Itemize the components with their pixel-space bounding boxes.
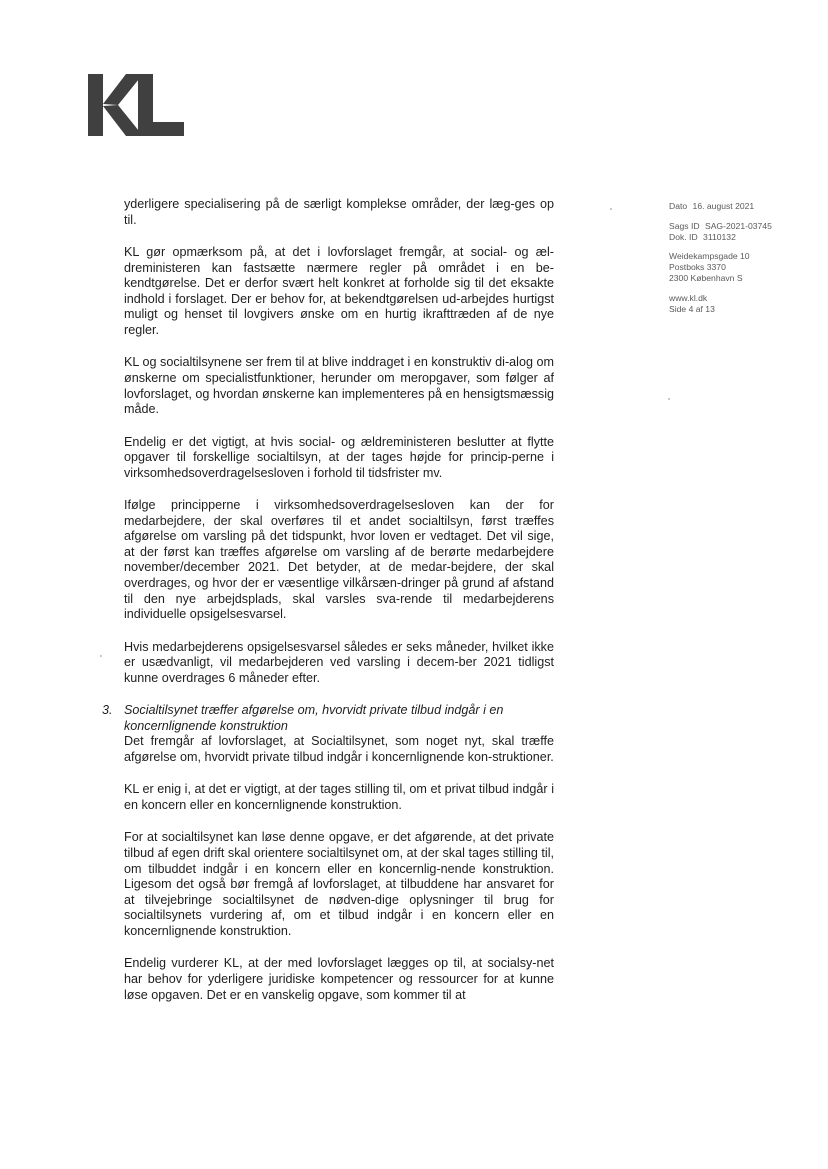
case-id-value: SAG-2021-03745: [704, 220, 772, 231]
section-heading: Socialtilsynet træffer afgørelse om, hvorvidt private tilbud indgår i en koncernlignende konstruktion: [124, 703, 504, 733]
scan-speck: [100, 655, 102, 657]
web-page-block: [669, 293, 819, 315]
date-label: Dato: [669, 201, 688, 211]
doc-id-value: 3110132: [703, 231, 736, 242]
section-3: [102, 703, 554, 765]
paragraph: Endelig er det vigtigt, at hvis social- og ældreministeren beslutter at flytte opgaver til forskellige socialtilsyn, at der tages højde for princip-perne i virksomhedsoverdragelsesloven i forhold til tidsfrister mv.: [124, 434, 554, 480]
website-link[interactable]: www.kl.dk: [669, 292, 708, 303]
paragraph: Endelig vurderer KL, at der med lovforslaget lægges op til, at socialsy-net har behov for yderligere juridiske kompetencer og ressourcer for at kunne løse opgaven. Det er en vanskelig opgave, som kommer til at: [124, 956, 554, 1002]
paragraph: KL gør opmærksom på, at det i lovforslaget fremgår, at social- og æl-dreministeren kan fastsætte nærmere regler på området i en be-kendtgørelse. Det er derfor svært helt konkret at forholde sig til det eksakte indhold i forslaget. Der er behov for, at bekendtgørelsen ud-arbejdes hurtigst muligt og henset til lovgivers ønske om en hurtig ikrafttræden af de nye regler.: [124, 244, 554, 337]
paragraph: KL og socialtilsynene ser frem til at blive inddraget i en konstruktiv di-alog om ønskerne om specialistfunktioner, herunder om meropgaver, som følger af lovforslaget, og hvordan ønskerne kan implementeres på en hensigtsmæssig måde.: [124, 355, 554, 417]
section-text: Det fremgår af lovforslaget, at Socialtilsynet, som noget nyt, skal træffe afgørelse om, hvorvidt private tilbud indgår i koncernlignende kon-struktioner.: [124, 734, 554, 764]
document-metadata-sidebar: [669, 201, 819, 323]
document-body: [102, 197, 554, 1020]
scan-speck: [610, 208, 612, 210]
reference-block: [669, 221, 819, 243]
paragraph: Hvis medarbejderens opsigelsesvarsel således er seks måneder, hvilket ikke er usædvanligt, vil medarbejderen ved varsling i decem-ber 2021 tidligst kunne overdrages 6 måneder efter.: [124, 639, 554, 685]
paragraph: Ifølge principperne i virksomhedsoverdragelsesloven kan der for medarbejdere, der skal overføres til et andet socialtilsyn, først træffes afgørelse om varsling på det tidspunkt, hvor loven er vedtaget. Det vil sige, at der først kan træffes afgørelse om varsling af de berørte medarbejdere november/december 2021. Det betyder, at de medar-bejdere, der skal overdrages, og hvor der er væsentlige vilkårsæn-dringer på grund af afstand til den nye arbejdsplads, skal varsles sva-rende til medarbejderens individuelle opsigelsesvarsel.: [124, 498, 554, 622]
paragraph: KL er enig i, at det er vigtigt, at der tages stilling til, om et privat tilbud indgår i en koncern eller en koncernlignende konstruktion.: [124, 782, 554, 812]
address-city: 2300 København S: [669, 272, 743, 283]
address-pobox: Postboks 3370: [669, 262, 726, 273]
date-value: 16. august 2021: [692, 201, 755, 211]
scan-speck: [668, 398, 670, 400]
kl-logo: [88, 74, 184, 136]
case-id-label: Sags ID: [669, 220, 700, 231]
address-block: [669, 251, 819, 283]
doc-id-label: Dok. ID: [669, 231, 698, 242]
paragraph: For at socialtilsynet kan løse denne opgave, er det afgørende, at det private tilbud af egen drift skal orientere socialtilsynet om, at der skal tages stilling til, om tilbuddet indgår i en koncern eller en koncernlig-nende konstruktion. Ligesom det også bør fremgå af lovforslaget, at tilbuddene har ansvaret for at tilvejebringe socialtilsynet de nødven-dige oplysninger til brug for socialtilsynets vurdering af, om et tilbud indgår i en koncern eller en koncernlignende konstruktion.: [124, 830, 554, 938]
section-number: 3.: [102, 703, 113, 718]
paragraph: yderligere specialisering på de særligt komplekse områder, der læg-ges op til.: [124, 197, 554, 227]
address-street: Weidekampsgade 10: [669, 251, 750, 262]
page-number: Side 4 af 13: [669, 303, 715, 314]
date-block: [669, 201, 819, 212]
